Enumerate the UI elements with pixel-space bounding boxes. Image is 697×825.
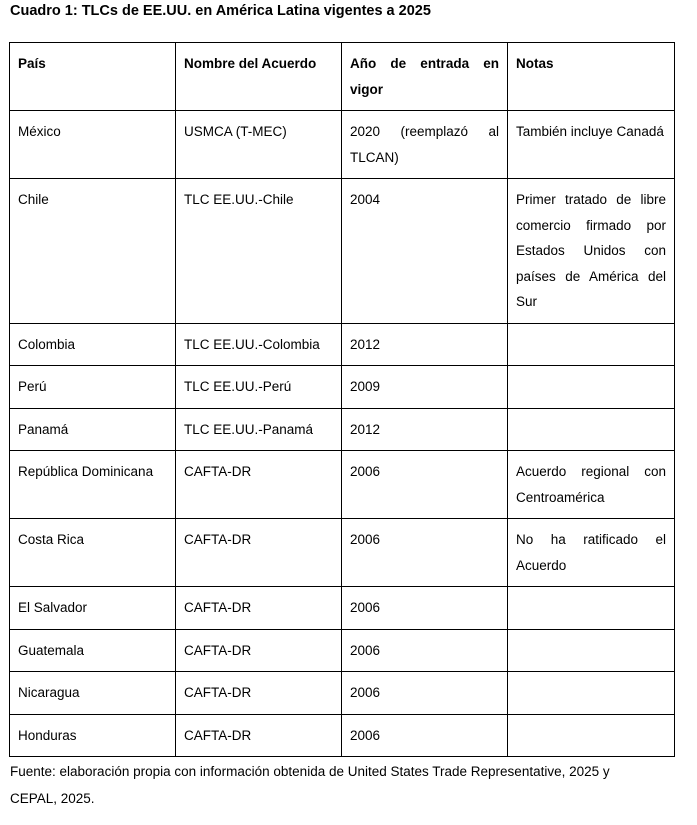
cell-pais: Costa Rica bbox=[10, 519, 176, 587]
cell-anio: 2006 bbox=[342, 451, 508, 519]
cell-notas bbox=[508, 714, 675, 757]
cell-pais: El Salvador bbox=[10, 587, 176, 630]
table-row bbox=[10, 451, 675, 519]
cell-acuerdo: CAFTA-DR bbox=[176, 587, 342, 630]
cell-notas bbox=[508, 408, 675, 451]
fta-table bbox=[9, 42, 675, 757]
cell-notas bbox=[508, 672, 675, 715]
cell-acuerdo: TLC EE.UU.-Panamá bbox=[176, 408, 342, 451]
cell-acuerdo: CAFTA-DR bbox=[176, 672, 342, 715]
cell-pais: Chile bbox=[10, 179, 176, 324]
cell-acuerdo: CAFTA-DR bbox=[176, 629, 342, 672]
cell-notas bbox=[508, 323, 675, 366]
table-row bbox=[10, 408, 675, 451]
cell-acuerdo: USMCA (T-MEC) bbox=[176, 111, 342, 179]
cell-notas bbox=[508, 587, 675, 630]
table-row bbox=[10, 629, 675, 672]
cell-pais: Nicaragua bbox=[10, 672, 176, 715]
cell-anio: 2006 bbox=[342, 519, 508, 587]
table-caption: Cuadro 1: TLCs de EE.UU. en América Latina vigentes a 2025 bbox=[10, 3, 431, 19]
table-row bbox=[10, 587, 675, 630]
cell-anio: 2012 bbox=[342, 408, 508, 451]
cell-anio: 2020 (reemplazó al TLCAN) bbox=[342, 111, 508, 179]
header-pais: País bbox=[10, 43, 176, 111]
cell-pais: México bbox=[10, 111, 176, 179]
cell-anio: 2012 bbox=[342, 323, 508, 366]
header-acuerdo: Nombre del Acuerdo bbox=[176, 43, 342, 111]
cell-pais: Perú bbox=[10, 366, 176, 409]
cell-acuerdo: TLC EE.UU.-Perú bbox=[176, 366, 342, 409]
table-row bbox=[10, 519, 675, 587]
cell-pais: Panamá bbox=[10, 408, 176, 451]
cell-notas: No ha ratificado el Acuerdo bbox=[508, 519, 675, 587]
header-notas: Notas bbox=[508, 43, 675, 111]
table-row bbox=[10, 714, 675, 757]
cell-acuerdo: TLC EE.UU.-Colombia bbox=[176, 323, 342, 366]
cell-notas bbox=[508, 366, 675, 409]
source-note: Fuente: elaboración propia con información obtenida de United States Trade Representative, 2025 y CEPAL, 2025. bbox=[10, 764, 610, 806]
cell-acuerdo: CAFTA-DR bbox=[176, 451, 342, 519]
table-row bbox=[10, 111, 675, 179]
cell-pais: República Dominicana bbox=[10, 451, 176, 519]
cell-anio: 2004 bbox=[342, 179, 508, 324]
header-anio: Año de entrada en vigor bbox=[342, 43, 508, 111]
table-header-row bbox=[10, 43, 675, 111]
cell-anio: 2006 bbox=[342, 587, 508, 630]
cell-notas: Acuerdo regional con Centroamérica bbox=[508, 451, 675, 519]
cell-pais: Guatemala bbox=[10, 629, 176, 672]
table-row bbox=[10, 672, 675, 715]
table-row bbox=[10, 323, 675, 366]
cell-anio: 2006 bbox=[342, 714, 508, 757]
cell-notas: También incluye Canadá bbox=[508, 111, 675, 179]
cell-pais: Honduras bbox=[10, 714, 176, 757]
cell-acuerdo: CAFTA-DR bbox=[176, 714, 342, 757]
cell-anio: 2006 bbox=[342, 629, 508, 672]
cell-anio: 2009 bbox=[342, 366, 508, 409]
table-row bbox=[10, 366, 675, 409]
cell-acuerdo: CAFTA-DR bbox=[176, 519, 342, 587]
cell-pais: Colombia bbox=[10, 323, 176, 366]
cell-notas bbox=[508, 629, 675, 672]
cell-acuerdo: TLC EE.UU.-Chile bbox=[176, 179, 342, 324]
cell-notas: Primer tratado de libre comercio firmado por Estados Unidos con países de América del Sur bbox=[508, 179, 675, 324]
table-row bbox=[10, 179, 675, 324]
cell-anio: 2006 bbox=[342, 672, 508, 715]
